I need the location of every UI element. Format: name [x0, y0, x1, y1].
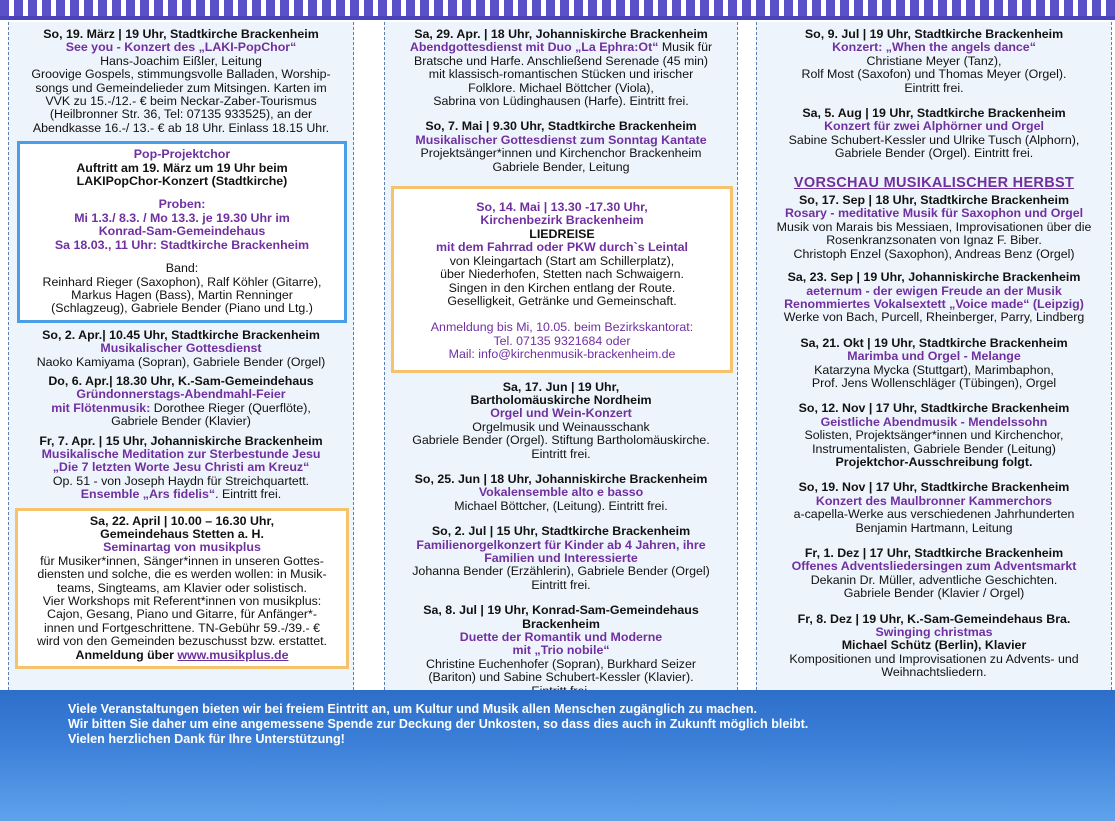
event-text: innen und Fortgeschrittene. TN-Gebühr 59.-/39.- €: [44, 620, 320, 635]
event-text: Katarzyna Mycka (Stuttgart), Marimbaphon,: [814, 362, 1054, 377]
event-title: Musikalischer Gottesdienst zum Sonntag Kantate: [415, 132, 707, 147]
event-title: Familienorgelkonzert für Kinder ab 4 Jahren, ihre: [416, 537, 706, 552]
event-mixed-line: [13, 488, 349, 501]
event-duette: [389, 604, 733, 698]
event-text: Christine Euchenhofer (Sopran), Burkhard Seizer: [426, 656, 696, 671]
event-text: Gabriele Bender (Klavier / Orgel): [843, 586, 1025, 601]
box-date-line: So, 14. Mai | 13.30 -17.30 Uhr,: [476, 200, 648, 215]
event-angels-dance: [761, 28, 1107, 95]
event-familienorgelkonzert: [389, 525, 733, 592]
event-title: Konzert des Maulbronner Kammerchors: [815, 493, 1053, 508]
event-kantate: [389, 120, 733, 174]
event-title: Seminartag von musikplus: [103, 540, 261, 555]
event-text: wird von den Gemeinden bezuschusst bzw. erstattet.: [37, 634, 327, 649]
event-gruendonnerstag: [13, 375, 349, 429]
column-1: [8, 22, 354, 690]
event-text: Hans-Joachim Eißler, Leitung: [100, 53, 262, 68]
liedreise-box: [391, 186, 733, 372]
top-decorative-stripe: [0, 0, 1115, 20]
event-rosary: [761, 194, 1107, 261]
event-title: Konzert für zwei Alphörner und Orgel: [824, 119, 1044, 134]
event-text: für Musiker*innen, Sänger*innen in unseren Gottes-: [40, 553, 324, 568]
event-title: Musikalischer Gottesdienst: [100, 341, 262, 356]
event-text: Folklore. Michael Böttcher (Viola),: [468, 80, 654, 95]
event-date-line: So, 7. Mai | 9.30 Uhr, Stadtkirche Brackenheim: [425, 119, 697, 134]
event-text: (Bariton) und Sabine Schubert-Kessler (Klavier).: [428, 670, 694, 685]
event-text: Michael Böttcher, (Leitung). Eintritt frei.: [454, 498, 668, 513]
event-title: Gründonnerstags-Abendmahl-Feier: [76, 387, 286, 402]
inline-title: Ensemble „Ars fidelis“: [80, 487, 216, 502]
event-text: Dekanin Dr. Müller, adventliche Geschichten.: [810, 572, 1058, 587]
event-date-line: So, 2. Apr.| 10.45 Uhr, Stadtkirche Brackenheim: [42, 327, 320, 342]
event-text: Abendkasse 16.-/ 13.- € ab 18 Uhr. Einlass 18.15 Uhr.: [32, 120, 330, 135]
event-date-line: Sa, 22. April | 10.00 – 16.30 Uhr,: [89, 513, 275, 528]
event-note: Projektchor-Ausschreibung folgt.: [835, 454, 1033, 469]
event-text: diensten und solche, die es werden wollen: in Musik-: [37, 567, 327, 582]
event-adventsliedersingen: [761, 547, 1107, 601]
footer-banner: [0, 690, 1115, 821]
event-text: (Heilbronner Str. 36, Tel: 07135 933525), an der: [49, 107, 313, 122]
event-date-line: Fr, 8. Dez | 19 Uhr, K.-Sam-Gemeindehaus Bra.: [797, 611, 1071, 626]
proben-text: Konrad-Sam-Gemeindehaus: [98, 224, 266, 239]
event-date-line: Sa, 17. Jun | 19 Uhr,: [502, 379, 620, 394]
event-mendelssohn: [761, 402, 1107, 469]
event-text: Musik von Marais bis Messiaen, Improvisationen über die: [776, 219, 1092, 234]
event-location: Bartholomäuskirche Nordheim: [470, 392, 652, 407]
proben-title: Proben:: [158, 197, 206, 212]
event-text: Gabriele Bender (Orgel). Eintritt frei.: [834, 146, 1034, 161]
box-text: Singen in den Kirchen entlang der Route.: [448, 280, 676, 295]
event-text: Vier Workshops mit Referent*innen von musikplus:: [42, 594, 322, 609]
proben-text: Mi 1.3./ 8.3. / Mo 13.3. je 19.30 Uhr im: [74, 210, 290, 225]
event-title: Konzert: „When the angels dance“: [832, 40, 1036, 55]
footer-line: Vielen herzlichen Dank für Ihre Unterstützung!: [68, 732, 345, 746]
event-date-line: So, 25. Jun | 18 Uhr, Johanniskirche Brackenheim: [414, 471, 708, 486]
inline-text: Dorothee Rieger (Querflöte),: [150, 400, 311, 415]
event-date-line: Fr, 1. Dez | 17 Uhr, Stadtkirche Brackenheim: [804, 546, 1064, 560]
box-location: Kirchenbezirk Brackenheim: [480, 213, 644, 228]
band-text: Markus Hagen (Bass), Martin Renninger: [71, 287, 293, 302]
event-performer: Michael Schütz (Berlin), Klavier: [841, 638, 1027, 653]
pop-projektchor-box: [17, 141, 347, 322]
event-text: VVK zu 15.-/12.- € beim Neckar-Zaber-Tourismus: [45, 94, 317, 109]
event-text: Eintritt frei.: [904, 80, 964, 95]
event-maulbronn: [761, 481, 1107, 535]
event-see-you: [13, 28, 349, 135]
event-date-line: Sa, 23. Sep | 19 Uhr, Johanniskirche Brackenheim: [787, 270, 1081, 285]
inline-text: Musik für: [658, 40, 713, 55]
section-heading-vorschau: VORSCHAU MUSIKALISCHER HERBST: [793, 174, 1075, 191]
inline-title: Abendgottesdienst mit Duo „La Ephra:Ot“: [409, 40, 659, 55]
contact-text: Anmeldung bis Mi, 10.05. beim Bezirkskantorat:: [430, 320, 694, 335]
proben-text: Sa 18.03., 11 Uhr: Stadtkirche Brackenheim: [54, 237, 310, 252]
event-title-2: mit „Trio nobile“: [512, 643, 610, 658]
event-date-line: So, 19. Nov | 17 Uhr, Stadtkirche Brackenheim: [798, 480, 1070, 495]
event-title: Musikalische Meditation zur Sterbestunde Jesu: [41, 446, 321, 461]
event-text: Gabriele Bender (Klavier): [111, 414, 251, 429]
event-location: Brackenheim: [522, 616, 600, 631]
event-text: Cajon, Gesang, Piano und Gitarre, für Anfänger*-: [47, 607, 317, 622]
event-date-line: So, 19. März | 19 Uhr, Stadtkirche Brackenheim: [43, 27, 319, 41]
event-aeternum: [761, 271, 1107, 325]
event-date-line: So, 17. Sep | 18 Uhr, Stadtkirche Brackenheim: [799, 193, 1069, 208]
event-date-line: Sa, 8. Jul | 19 Uhr, Konrad-Sam-Gemeindehaus: [423, 603, 699, 618]
event-text: Christoph Enzel (Saxophon), Andreas Benz (Orgel): [793, 246, 1075, 261]
event-location: Gemeindehaus Stetten a. H.: [100, 527, 264, 541]
event-title: Duette der Romantik und Moderne: [459, 630, 663, 645]
box-title: Pop-Projektchor: [133, 147, 231, 162]
box-subtitle: mit dem Fahrrad oder PKW durch`s Leintal: [436, 240, 688, 255]
box-text: LAKIPopChor-Konzert (Stadtkirche): [76, 174, 288, 189]
event-date-line: Sa, 5. Aug | 19 Uhr, Stadtkirche Brackenheim: [802, 106, 1066, 121]
event-abendgottesdienst: [389, 28, 733, 108]
event-title: Offenes Adventsliedersingen zum Adventsmarkt: [791, 559, 1077, 574]
footer-line: Viele Veranstaltungen bieten wir bei freiem Eintritt an, um Kultur und Musik allen Menschen zugänglich zu machen.: [68, 702, 758, 716]
box-text: Auftritt am 19. März um 19 Uhr beim: [76, 160, 288, 175]
event-text: Eintritt frei.: [531, 577, 591, 592]
contact-mail[interactable]: Mail: info@kirchenmusik-brackenheim.de: [448, 347, 676, 362]
event-text: Instrumentalisten, Gabriele Bender (Leitung): [812, 441, 1056, 456]
anmeldung-label: Anmeldung über: [75, 647, 178, 662]
event-title: Geistliche Abendmusik - Mendelssohn: [820, 414, 1048, 429]
event-text: Kompositionen und Improvisationen zu Advents- und: [789, 651, 1079, 666]
event-text: Gabriele Bender, Leitung: [492, 159, 630, 174]
event-gottesdienst-2apr: [13, 329, 349, 369]
event-title-2: „Die 7 letzten Worte Jesu Christi am Kreuz“: [52, 460, 310, 475]
event-title: aeternum - der ewigen Freude an der Musik: [806, 283, 1062, 298]
event-alphoerner: [761, 107, 1107, 161]
event-text: Johanna Bender (Erzählerin), Gabriele Bender (Orgel): [412, 564, 710, 579]
footer-line: Wir bitten Sie daher um eine angemessene Spende zur Deckung der Unkosten, so dass dies auch in Zukunft möglich bleibt.: [68, 717, 809, 731]
event-text: Solisten, Projektsänger*innen und Kirchenchor,: [804, 428, 1064, 443]
event-text: Benjamin Hartmann, Leitung: [855, 520, 1013, 535]
event-mixed-line: [389, 41, 733, 54]
band-text: (Schlagzeug), Gabriele Bender (Piano und Ltg.): [51, 301, 313, 316]
event-title-2: Renommiertes Vokalsextett „Voice made“ (Leipzig): [784, 296, 1084, 311]
event-orgel-wein: [389, 381, 733, 461]
event-text: Werke von Bach, Purcell, Rheinberger, Parry, Lindberg: [783, 310, 1085, 325]
event-vokalensemble: [389, 473, 733, 513]
event-date-line: So, 12. Nov | 17 Uhr, Stadtkirche Brackenheim: [798, 401, 1070, 416]
event-mixed-line: [13, 402, 349, 415]
event-date-line: Fr, 7. Apr. | 15 Uhr, Johanniskirche Brackenheim: [39, 433, 323, 448]
event-date-line: So, 2. Jul | 15 Uhr, Stadtkirche Brackenheim: [431, 524, 691, 539]
event-text: Rolf Most (Saxofon) und Thomas Meyer (Orgel).: [801, 67, 1067, 82]
footer-text: [68, 702, 808, 747]
event-date-line: Sa, 21. Okt | 19 Uhr, Stadtkirche Brackenheim: [800, 335, 1068, 350]
contact-phone: Tel. 07135 9321684 oder: [493, 333, 631, 348]
event-text: Christiane Meyer (Tanz),: [866, 53, 1002, 68]
event-text: Rosenkranzsonaten von Ignaz F. Biber.: [826, 233, 1042, 248]
inline-text: . Eintritt frei.: [215, 487, 282, 502]
event-title-2: Familien und Interessierte: [484, 551, 638, 565]
event-text: Weihnachtsliedern.: [881, 665, 987, 680]
musikplus-link[interactable]: www.musikplus.de: [177, 647, 289, 662]
column-2: [384, 22, 738, 690]
event-text: Sabine Schubert-Kessler und Ulrike Tusch (Alphorn),: [788, 132, 1080, 147]
event-text: Op. 51 - von Joseph Haydn für Streichquartett.: [52, 473, 310, 488]
seminartag-box: [15, 508, 349, 669]
event-text: Bratsche und Harfe. Anschließend Serenade (45 min): [413, 53, 709, 68]
event-text: Naoko Kamiyama (Sopran), Gabriele Bender (Orgel): [36, 354, 326, 369]
event-title: Swinging christmas: [875, 625, 993, 640]
event-date-line: Sa, 29. Apr. | 18 Uhr, Johanniskirche Brackenheim: [414, 27, 708, 41]
event-text: Eintritt frei.: [531, 446, 591, 461]
box-text: von Kleingartach (Start am Schillerplatz),: [449, 253, 675, 268]
event-text: songs und Gemeindelieder zum Mitsingen. Karten im: [35, 80, 327, 95]
box-text: über Niederhofen, Stetten nach Schwaigern.: [440, 267, 684, 282]
event-text: a-capella-Werke aus verschiedenen Jahrhunderten: [793, 507, 1075, 522]
box-title: LIEDREISE: [529, 226, 595, 241]
box-text: Geselligkeit, Getränke und Gemeinschaft.: [447, 293, 677, 308]
event-text: Projektsänger*innen und Kirchenchor Brackenheim: [420, 146, 702, 161]
event-date-line: So, 9. Jul | 19 Uhr, Stadtkirche Brackenheim: [804, 27, 1064, 41]
event-date-line: Do, 6. Apr.| 18.30 Uhr, K.-Sam-Gemeindehaus: [48, 373, 314, 388]
event-title: Marimba und Orgel - Melange: [847, 349, 1021, 364]
event-text: Orgelmusik und Weinausschank: [472, 419, 650, 434]
event-text: mit klassisch-romantischen Stücken und irischer: [428, 67, 694, 82]
anmeldung-line: [22, 649, 342, 662]
event-text: Groovige Gospels, stimmungsvolle Balladen, Worship-: [31, 67, 331, 82]
event-text: Gabriele Bender (Orgel). Stiftung Bartholomäuskirche.: [412, 433, 710, 448]
event-text: teams, Singteams, am Klavier oder solistisch.: [57, 580, 307, 595]
event-text: Prof. Jens Wollenschläger (Tübingen), Orgel: [811, 375, 1057, 390]
event-title: Rosary - meditative Musik für Saxophon und Orgel: [784, 206, 1084, 221]
column-3: [756, 22, 1112, 690]
event-marimba: [761, 337, 1107, 391]
band-text: Reinhard Rieger (Saxophon), Ralf Köhler (Gitarre),: [42, 274, 322, 289]
event-title: See you - Konzert des „LAKI-PopChor“: [65, 40, 297, 55]
band-title: Band:: [165, 261, 199, 276]
inline-title: mit Flötenmusik:: [51, 400, 151, 415]
event-title: Vokalensemble alto e basso: [478, 485, 644, 500]
event-meditation-7apr: [13, 435, 349, 502]
event-swinging-christmas: [761, 613, 1107, 680]
event-text: Sabrina von Lüdinghausen (Harfe). Eintritt frei.: [433, 94, 689, 109]
event-title: Orgel und Wein-Konzert: [490, 406, 632, 421]
